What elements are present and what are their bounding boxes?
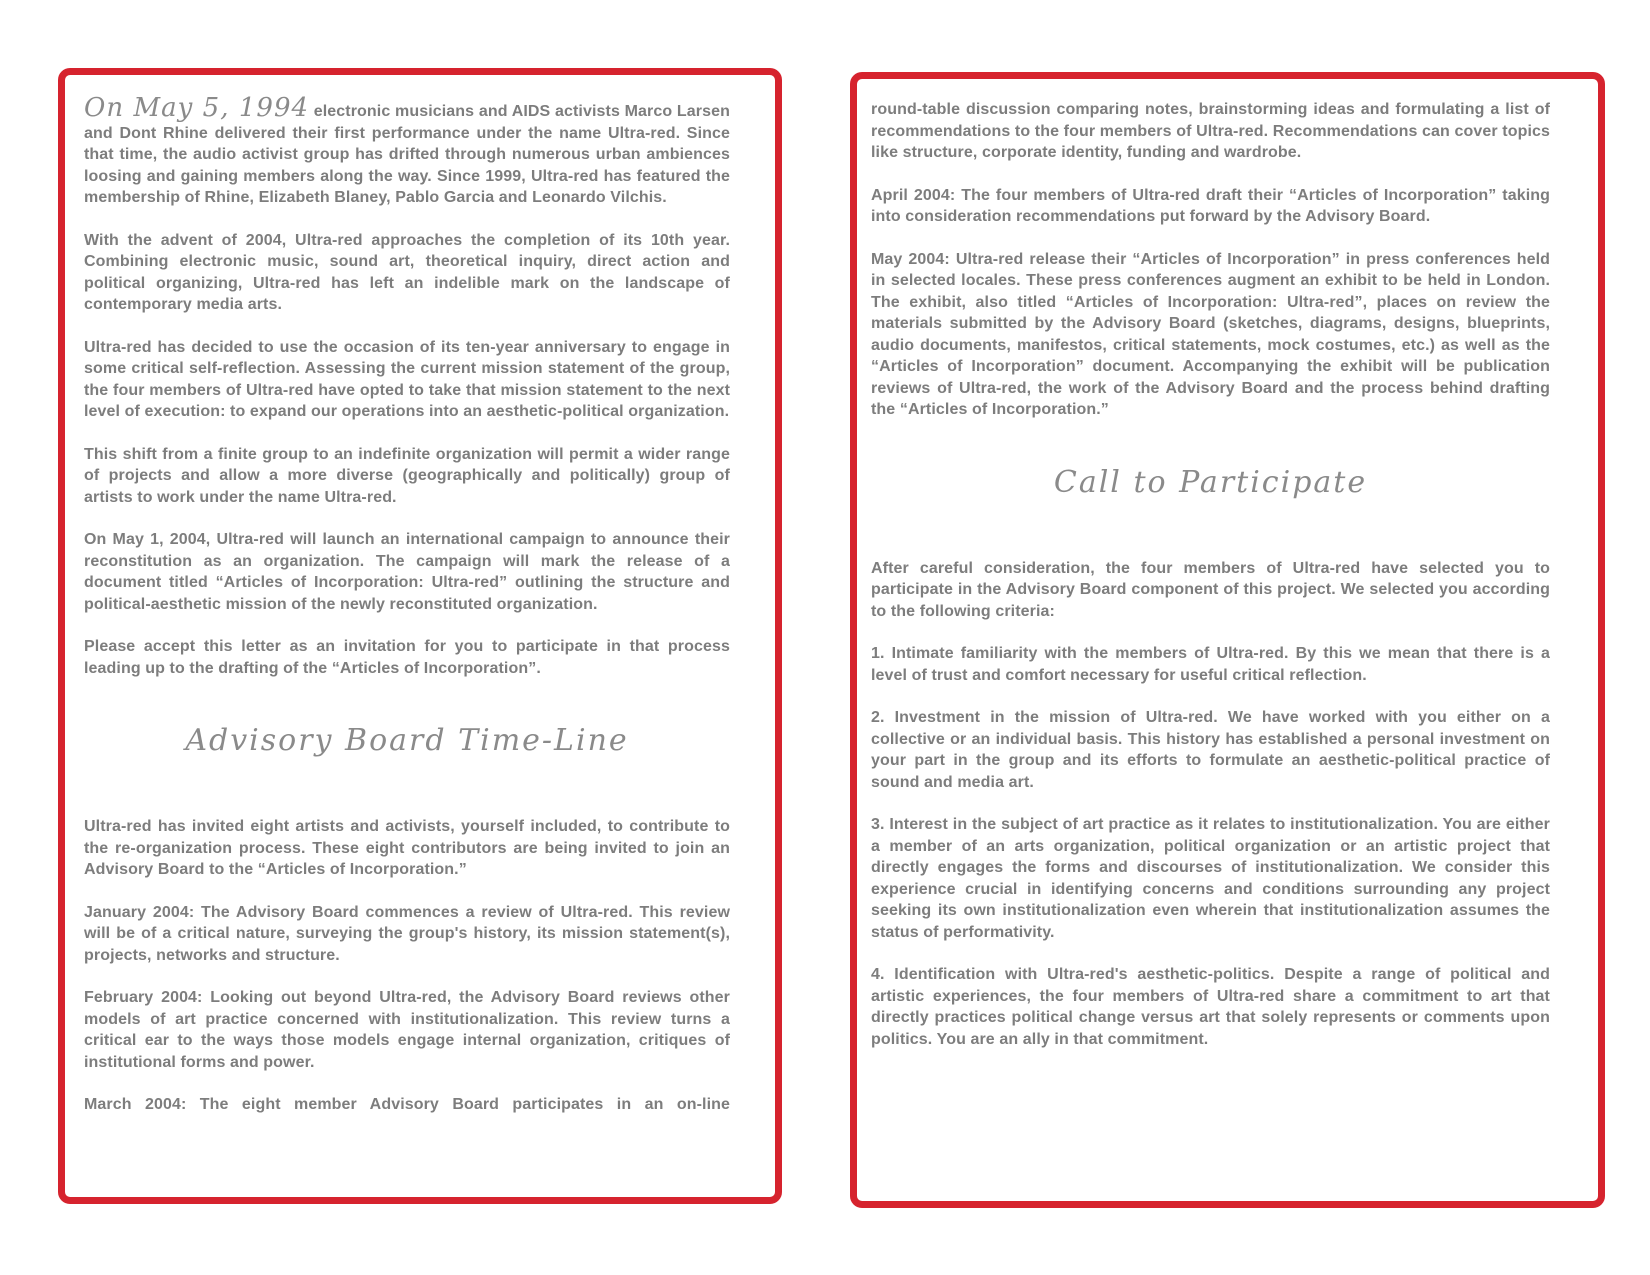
letter-page-2 <box>850 72 1605 1208</box>
letter-page-1 <box>58 68 782 1204</box>
paragraph: January 2004: The Advisory Board commences a review of Ultra-red. This review will be of a critical nature, surveying the group's history, its mission statement(s), projects, networks and structure. <box>84 903 730 964</box>
paragraph: With the advent of 2004, Ultra-red approaches the completion of its 10th year. Combining electronic music, sound art, theoretical inquiry, direct action and political organizing, Ultra-red has left an indelible mark on the landscape of contemporary media arts. <box>84 231 730 313</box>
paragraph-group-lower-left <box>84 816 730 1073</box>
paragraph: After careful consideration, the four members of Ultra-red have selected you to participate in the Advisory Board component of this project. We selected you according to the following criteria: <box>871 559 1550 620</box>
paragraph: May 2004: Ultra-red release their “Articles of Incorporation” in press conferences held in selected locales. These press conferences augment an exhibit to be held in London. The exhibit, also titled “Articles of Incorporation: Ultra-red”, places on review the materials submitted by the Advisory Board (sketches, diagrams, designs, blueprints, audio documents, manifestos, critical statements, mock costumes, etc.) as well as the “Articles of Incorporation” document. Accompanying the exhibit will be publication reviews of Ultra-red, the work of the Advisory Board and the process behind drafting the “Articles of Incorporation.” <box>871 250 1550 418</box>
paragraph: 2. Investment in the mission of Ultra-red. We have worked with you either on a collective or an individual basis. This history has established a personal investment on your part in the group and its efforts to formulate an aesthetic-political practice of sound and media art. <box>871 709 1550 791</box>
paragraph: Ultra-red has decided to use the occasion of its ten-year anniversary to engage in some critical self-reflection. Assessing the current mission statement of the group, the four members of Ultra-red have opted to take that mission statement to the next level of execution: to expand our operations into an aesthetic-political organization. <box>84 338 730 420</box>
paragraph-group-upper-left <box>84 230 730 680</box>
paragraph: On May 1, 2004, Ultra-red will launch an international campaign to announce their reconstitution as an organization. The campaign will mark the release of a document titled “Articles of Incorporation: Ultra-red” outlining the structure and political-aesthetic mission of the newly reconstituted organization. <box>84 531 730 613</box>
paragraph: April 2004: The four members of Ultra-red draft their “Articles of Incorporation” taking into consideration recommendations put forward by the Advisory Board. <box>871 186 1550 225</box>
script-date-phrase: On May 5, 1994 <box>84 93 310 123</box>
intro-paragraph-text: electronic musicians and AIDS activists Marco Larsen and Dont Rhine delivered their first performance under the name Ultra-red. Since that time, the audio activist group has drifted through numerous urban ambiences loosing and gaining members along the way. Since 1999, Ultra-red has featured the membership of Rhine, Elizabeth Blaney, Pablo Garcia and Leonardo Vilchis. <box>84 103 730 206</box>
paragraph: 4. Identification with Ultra-red's aesthetic-politics. Despite a range of political and artistic experiences, the four members of Ultra-red share a commitment to art that directly practices political change versus art that solely represents or comments upon politics. You are an ally in that commitment. <box>871 966 1550 1048</box>
paragraph-group-upper-right <box>871 99 1550 421</box>
paragraph: round-table discussion comparing notes, brainstorming ideas and formulating a list of recommendations to the four members of Ultra-red. Recommendations can cover topics like structure, corporate identity, funding and wardrobe. <box>871 101 1550 161</box>
paragraph: February 2004: Looking out beyond Ultra-red, the Advisory Board reviews other models of art practice concerned with institutionalization. This review turns a critical ear to the ways those models engage internal organization, critiques of institutional forms and power. <box>84 989 730 1071</box>
section-heading-call-to-participate: Call to Participate <box>1053 464 1368 500</box>
paragraph-intro <box>84 95 730 209</box>
paragraph-continuing-line: March 2004: The eight member Advisory Board participates in an on-line <box>84 1096 730 1113</box>
paragraph: This shift from a finite group to an indefinite organization will permit a wider range of projects and allow a more diverse (geographically and politically) group of artists to work under the name Ultra-red. <box>84 445 730 506</box>
paragraph-group-lower-right <box>871 558 1550 1051</box>
paragraph: 1. Intimate familiarity with the members of Ultra-red. By this we mean that there is a level of trust and comfort necessary for useful critical reflection. <box>871 645 1550 684</box>
paragraph: Ultra-red has invited eight artists and activists, yourself included, to contribute to the re-organization process. These eight contributors are being invited to join an Advisory Board to the “Articles of Incorporation.” <box>84 818 730 878</box>
section-heading-advisory-board-timeline: Advisory Board Time-Line <box>185 723 629 758</box>
paragraph: Please accept this letter as an invitation for you to participate in that process leading up to the drafting of the “Articles of Incorporation”. <box>84 638 730 677</box>
paragraph: 3. Interest in the subject of art practice as it relates to institutionalization. You are either a member of an arts organization, political organization or an artistic project that directly engages the forms and discourses of institutionalization. We consider this experience crucial in identifying concerns and conditions surrounding any project seeking its own institutionalization even wherein that institutionalization assumes the status of performativity. <box>871 816 1550 941</box>
